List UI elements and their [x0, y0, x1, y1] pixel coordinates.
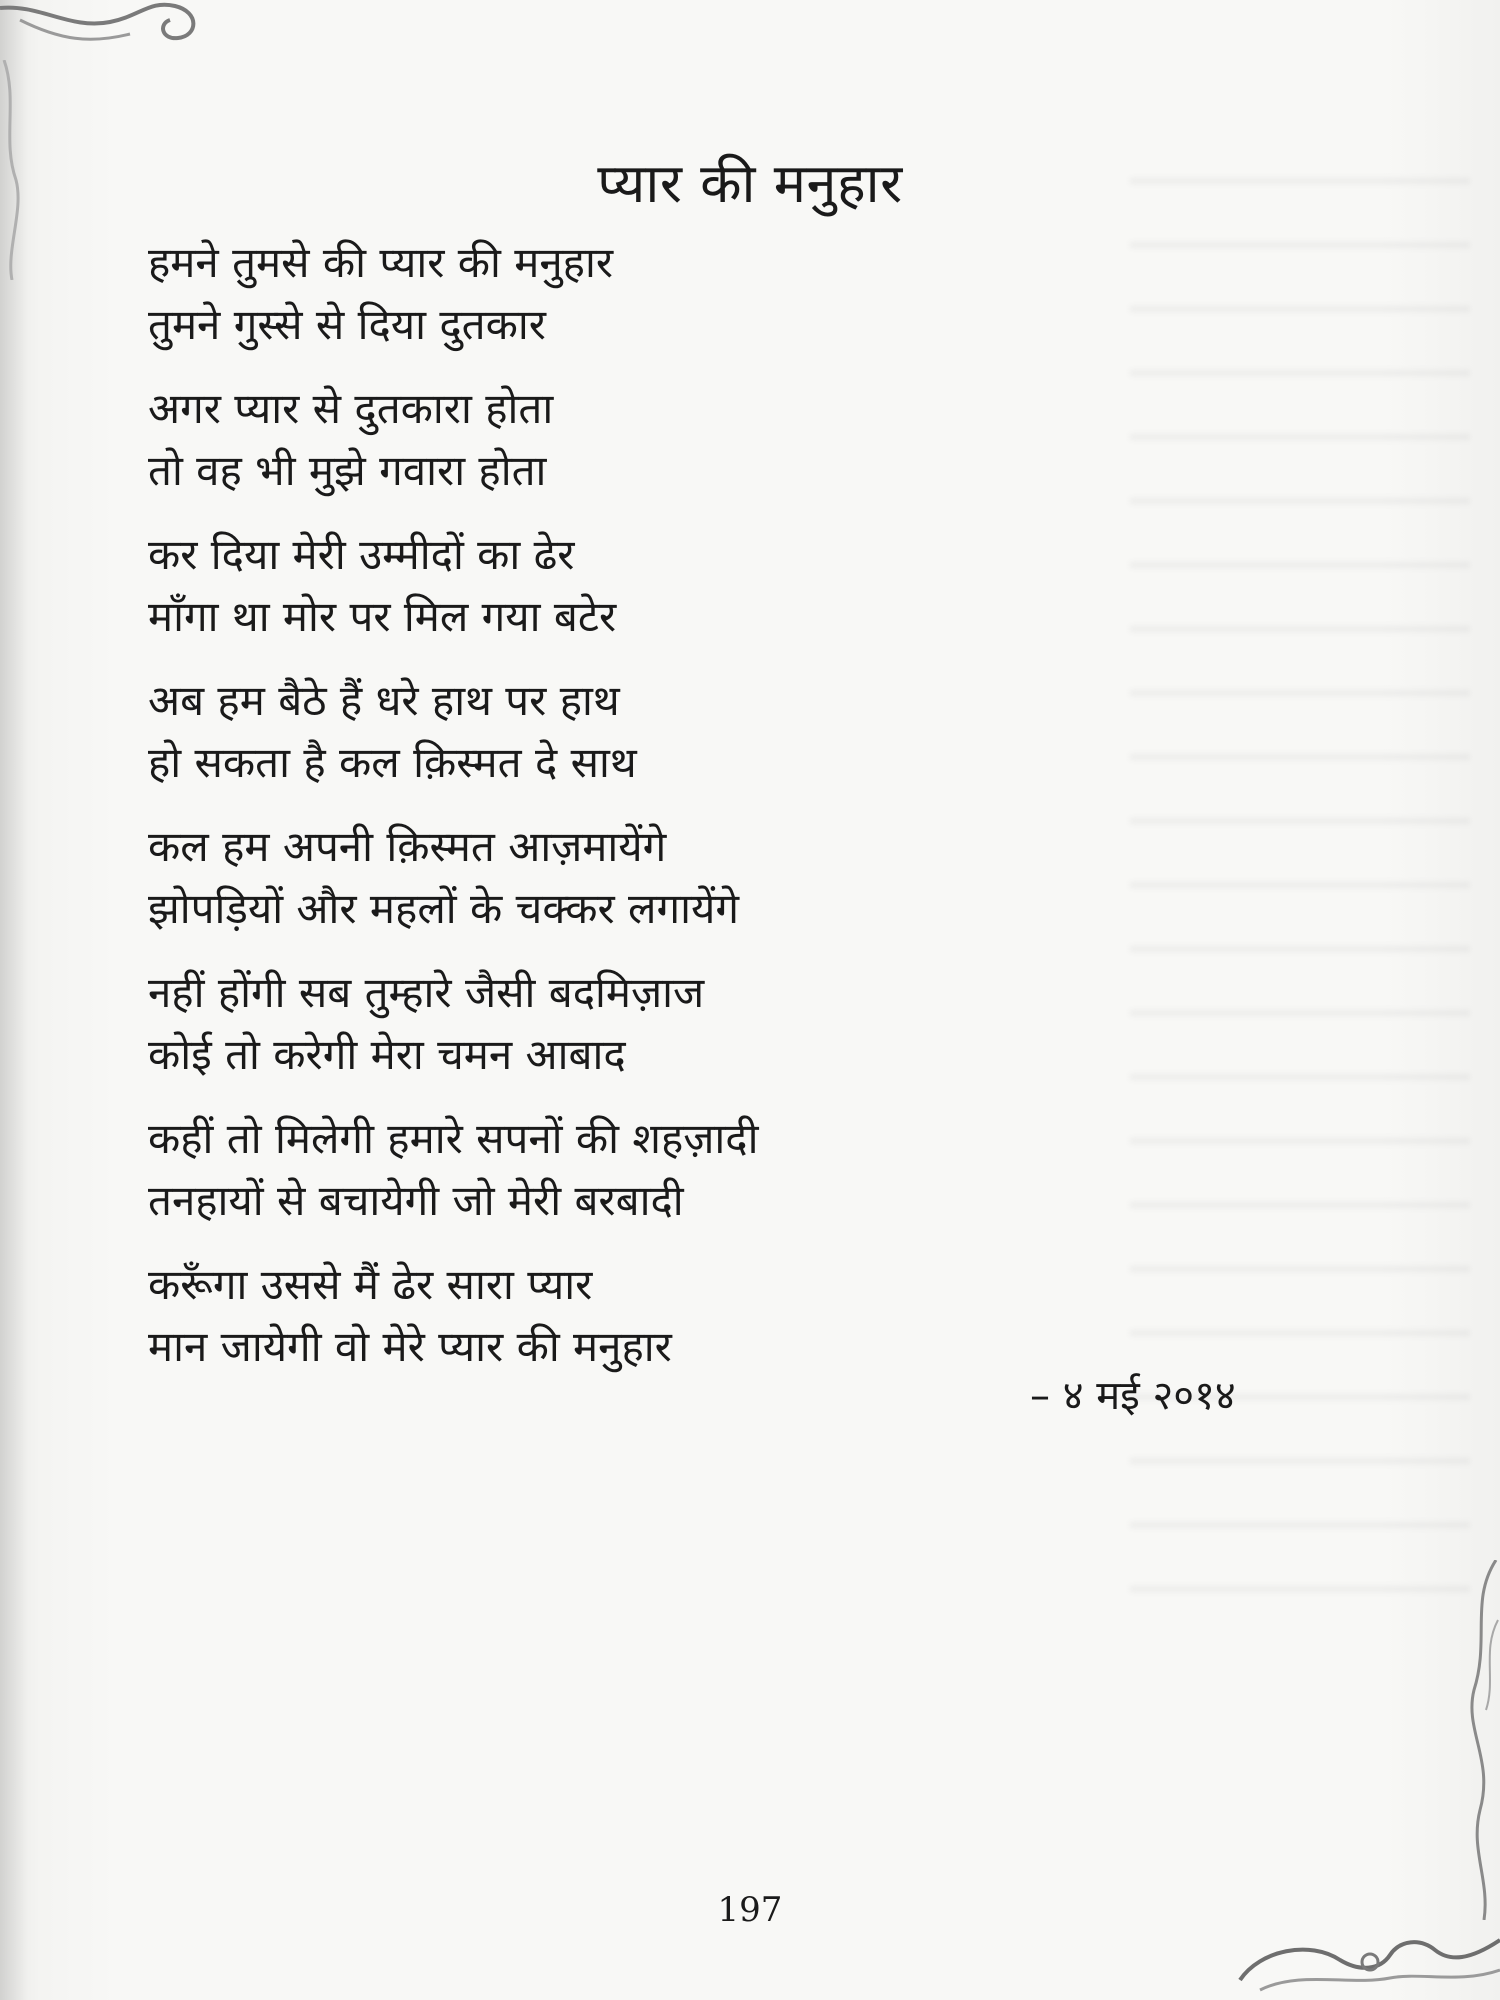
poem-line: कल हम अपनी क़िस्मत आज़मायेंगे — [148, 822, 667, 871]
poem-body — [148, 232, 1148, 1400]
spine-shadow — [0, 0, 28, 2000]
poem-line: मान जायेगी वो मेरे प्यार की मनुहार — [148, 1322, 672, 1371]
stanza-4 — [148, 670, 1148, 794]
poem-line: तो वह भी मुझे गवारा होता — [148, 446, 547, 495]
poem-title: प्यार की मनुहार — [597, 152, 903, 216]
stanza-8 — [148, 1254, 1148, 1378]
side-ornament-right — [1460, 1560, 1500, 1920]
stanza-2 — [148, 378, 1148, 502]
poem-line: तुमने गुस्से से दिया दुतकार — [148, 300, 546, 349]
poem-line: माँगा था मोर पर मिल गया बटेर — [148, 592, 617, 641]
page-number: 197 — [717, 1890, 783, 1930]
poem-line: नहीं होंगी सब तुम्हारे जैसी बदमिज़ाज — [148, 968, 705, 1017]
poem-line: हो सकता है कल क़िस्मत दे साथ — [148, 738, 637, 787]
poem-line: हमने तुमसे की प्यार की मनुहार — [148, 238, 614, 287]
poem-date: – ४ मई २०१४ — [1030, 1373, 1236, 1419]
poem-line: कहीं तो मिलेगी हमारे सपनों की शहज़ादी — [148, 1114, 759, 1163]
poem-line: कर दिया मेरी उम्मीदों का ढेर — [148, 530, 575, 579]
poem-line: अगर प्यार से दुतकारा होता — [148, 384, 554, 433]
poem-line: अब हम बैठे हैं धरे हाथ पर हाथ — [148, 676, 620, 725]
corner-ornament-top-left — [0, 0, 240, 60]
poem-line: तनहायों से बचायेगी जो मेरी बरबादी — [148, 1176, 684, 1225]
stanza-6 — [148, 962, 1148, 1086]
stanza-7 — [148, 1108, 1148, 1232]
stanza-3 — [148, 524, 1148, 648]
poem-line: करूँगा उससे मैं ढेर सारा प्यार — [148, 1260, 593, 1309]
poem-line: कोई तो करेगी मेरा चमन आबाद — [148, 1030, 626, 1079]
stanza-5 — [148, 816, 1148, 940]
poem-line: झोपड़ियों और महलों के चक्कर लगायेंगे — [148, 884, 739, 933]
stanza-1 — [148, 232, 1148, 356]
